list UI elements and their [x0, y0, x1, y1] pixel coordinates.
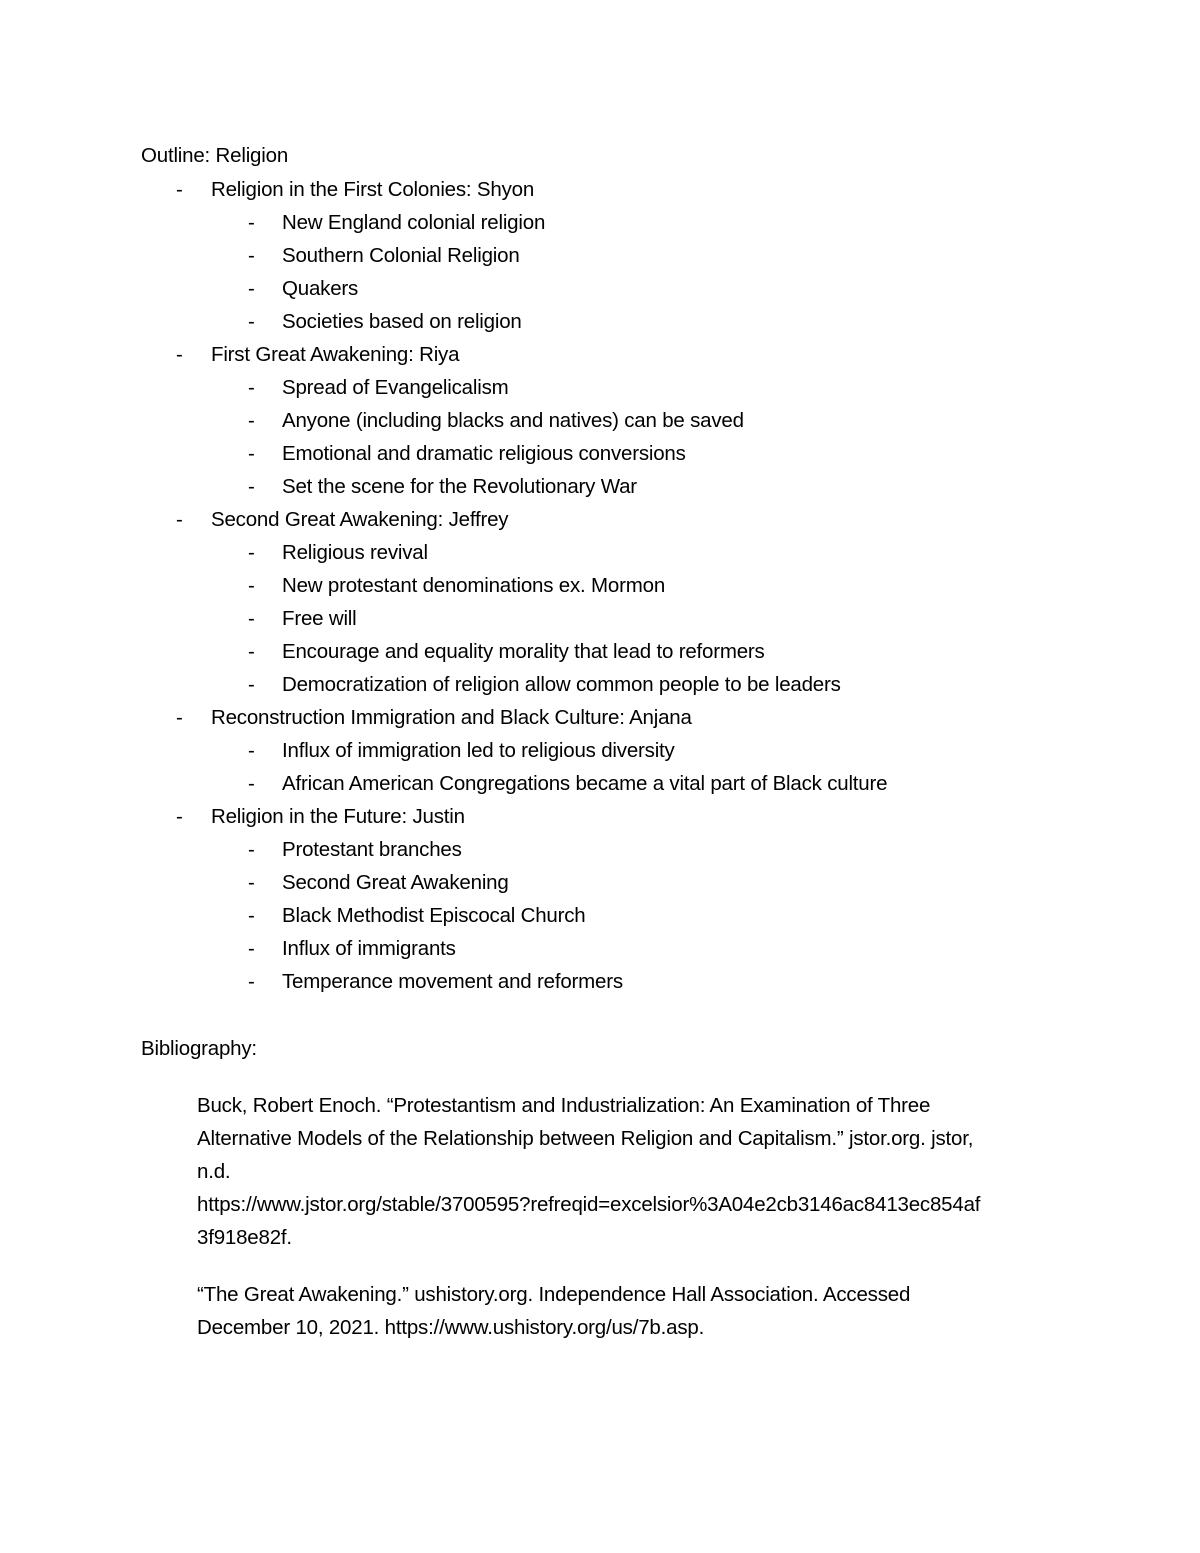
list-item: New England colonial religion — [282, 211, 546, 234]
list-item: Second Great Awakening — [282, 871, 509, 894]
list-item: Influx of immigration led to religious diversity — [282, 739, 675, 762]
bullet-dash: - — [248, 904, 255, 927]
bibliography-entry — [197, 1089, 1067, 1254]
list-item: Southern Colonial Religion — [282, 244, 520, 267]
list-item: Anyone (including blacks and natives) can be saved — [282, 409, 744, 432]
bullet-dash: - — [248, 376, 255, 399]
bibliography-url-line: 3f918e82f. — [197, 1226, 292, 1249]
list-item: Spread of Evangelicalism — [282, 376, 509, 399]
bullet-dash: - — [176, 508, 183, 531]
bibliography-line: n.d. — [197, 1160, 231, 1183]
list-item: Religious revival — [282, 541, 428, 564]
list-item: Set the scene for the Revolutionary War — [282, 475, 637, 498]
bullet-dash: - — [248, 574, 255, 597]
list-item: Democratization of religion allow common people to be leaders — [282, 673, 841, 696]
bullet-dash: - — [176, 706, 183, 729]
bullet-dash: - — [248, 871, 255, 894]
bullet-dash: - — [248, 277, 255, 300]
section-heading: Religion in the First Colonies: Shyon — [211, 178, 535, 201]
bibliography-url-line: https://www.jstor.org/stable/3700595?refreqid=excelsior%3A04e2cb3146ac8413ec854af — [197, 1193, 981, 1216]
section-heading: Reconstruction Immigration and Black Culture: Anjana — [211, 706, 692, 729]
bullet-dash: - — [248, 211, 255, 234]
list-item: Emotional and dramatic religious conversions — [282, 442, 686, 465]
bullet-dash: - — [248, 607, 255, 630]
list-item: Protestant branches — [282, 838, 462, 861]
bullet-dash: - — [248, 739, 255, 762]
section-heading: Second Great Awakening: Jeffrey — [211, 508, 509, 531]
bibliography-line: Alternative Models of the Relationship between Religion and Capitalism.” jstor.org. jstor, — [197, 1127, 974, 1150]
bullet-dash: - — [248, 244, 255, 267]
list-item: New protestant denominations ex. Mormon — [282, 574, 666, 597]
bibliography-title: Bibliography: — [141, 1037, 257, 1060]
bullet-dash: - — [248, 673, 255, 696]
bullet-dash: - — [248, 772, 255, 795]
bibliography-line: December 10, 2021. https://www.ushistory.org/us/7b.asp. — [197, 1316, 705, 1339]
bullet-dash: - — [248, 442, 255, 465]
bibliography-entry — [197, 1278, 1067, 1344]
list-item: Black Methodist Episcocal Church — [282, 904, 586, 927]
bullet-dash: - — [176, 178, 183, 201]
list-item: African American Congregations became a vital part of Black culture — [282, 772, 888, 795]
bullet-dash: - — [176, 805, 183, 828]
bullet-dash: - — [248, 970, 255, 993]
bullet-dash: - — [176, 343, 183, 366]
bullet-dash: - — [248, 475, 255, 498]
section-heading: First Great Awakening: Riya — [211, 343, 460, 366]
list-item: Societies based on religion — [282, 310, 522, 333]
list-item: Influx of immigrants — [282, 937, 456, 960]
outline-title: Outline: Religion — [141, 144, 289, 167]
bibliography-line: “The Great Awakening.” ushistory.org. Independence Hall Association. Accessed — [197, 1283, 911, 1306]
section-heading: Religion in the Future: Justin — [211, 805, 465, 828]
list-item: Temperance movement and reformers — [282, 970, 623, 993]
list-item: Quakers — [282, 277, 359, 300]
list-item: Free will — [282, 607, 357, 630]
bullet-dash: - — [248, 838, 255, 861]
bullet-dash: - — [248, 310, 255, 333]
bullet-dash: - — [248, 541, 255, 564]
bullet-dash: - — [248, 937, 255, 960]
bullet-dash: - — [248, 640, 255, 663]
bibliography-line: Buck, Robert Enoch. “Protestantism and Industrialization: An Examination of Three — [197, 1094, 931, 1117]
list-item: Encourage and equality morality that lead to reformers — [282, 640, 765, 663]
bullet-dash: - — [248, 409, 255, 432]
